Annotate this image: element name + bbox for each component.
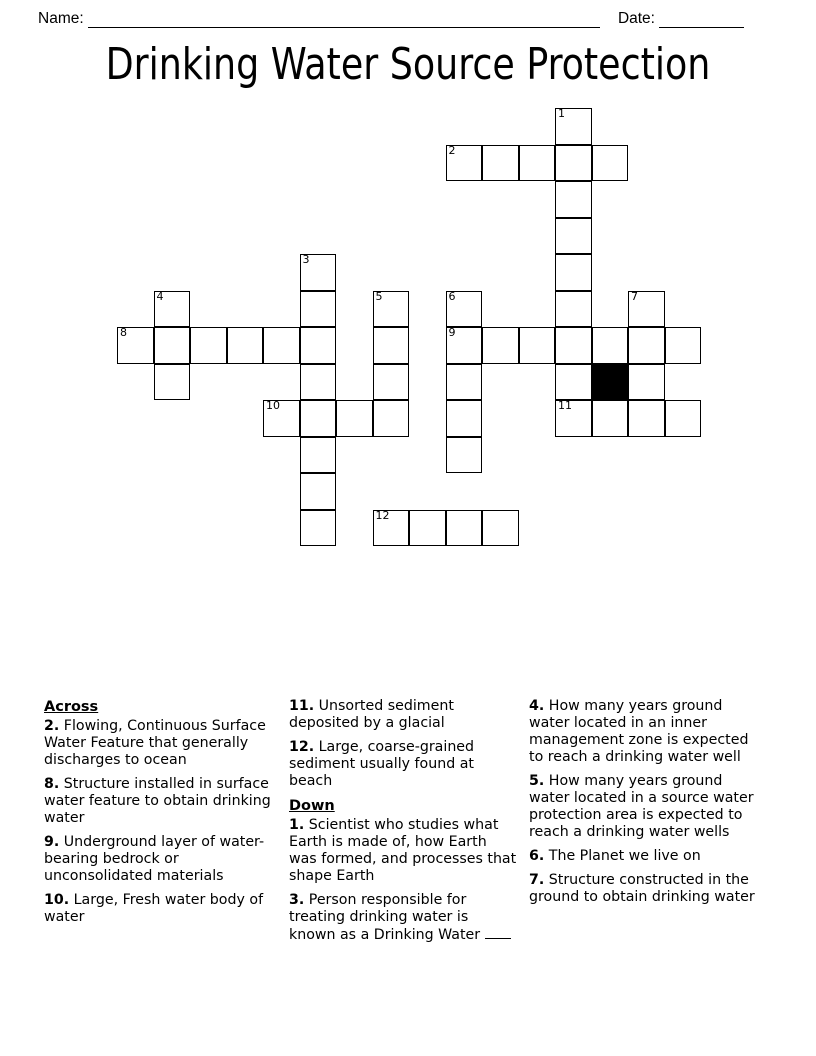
grid-cell[interactable] xyxy=(446,145,483,182)
date-label: Date: xyxy=(617,10,655,27)
clue-number: 1. xyxy=(289,817,305,833)
clue-column-3 xyxy=(529,698,772,913)
grid-cell[interactable] xyxy=(592,327,629,364)
clue-across-2 xyxy=(44,718,277,769)
grid-cell[interactable] xyxy=(628,291,665,328)
clue-number: 12. xyxy=(289,739,315,755)
clue-across-11 xyxy=(289,698,517,732)
clue-across-12 xyxy=(289,739,517,790)
down-heading: Down xyxy=(289,798,335,814)
grid-cell-number: 4 xyxy=(156,289,164,303)
grid-cell[interactable] xyxy=(555,108,592,145)
grid-cell[interactable] xyxy=(373,510,410,547)
grid-cell[interactable] xyxy=(446,364,483,401)
clue-column-1 xyxy=(44,698,289,933)
clue-text: The Planet we live on xyxy=(548,848,701,864)
grid-cell-blocked xyxy=(592,364,629,401)
grid-cell[interactable] xyxy=(482,327,519,364)
grid-cell-number: 9 xyxy=(448,326,456,339)
grid-cell[interactable] xyxy=(555,291,592,328)
clue-number: 2. xyxy=(44,718,60,734)
grid-cell[interactable] xyxy=(300,364,337,401)
grid-cell[interactable] xyxy=(300,400,337,437)
grid-cell[interactable] xyxy=(300,327,337,364)
clue-text: Flowing, Continuous Surface Water Feature that generally discharges to ocean xyxy=(44,718,266,768)
grid-cell[interactable] xyxy=(263,327,300,364)
grid-cell-number: 12 xyxy=(375,508,390,522)
grid-cell[interactable] xyxy=(300,473,337,510)
grid-cell[interactable] xyxy=(628,364,665,401)
clue-number: 6. xyxy=(529,848,545,864)
grid-cell-number: 7 xyxy=(631,289,638,303)
clue-down-3 xyxy=(289,892,517,944)
clue-text: Underground layer of water-bearing bedrock or unconsolidated materials xyxy=(44,834,265,884)
grid-cell[interactable] xyxy=(555,254,592,291)
clue-number: 7. xyxy=(529,872,545,888)
clue-number: 5. xyxy=(529,773,545,789)
grid-cell[interactable] xyxy=(263,400,300,437)
grid-cell-number: 6 xyxy=(448,289,456,303)
fill-in-blank-line xyxy=(485,926,511,939)
grid-cell[interactable] xyxy=(665,400,702,437)
grid-cell[interactable] xyxy=(373,400,410,437)
grid-cell[interactable] xyxy=(154,291,191,328)
grid-cell-number: 1 xyxy=(558,107,565,120)
grid-cell[interactable] xyxy=(409,510,446,547)
grid-cell[interactable] xyxy=(446,327,483,364)
clue-text: Large, Fresh water body of water xyxy=(44,892,264,925)
grid-cell[interactable] xyxy=(665,327,702,364)
grid-cell[interactable] xyxy=(300,510,337,547)
grid-cell[interactable] xyxy=(555,327,592,364)
grid-cell[interactable] xyxy=(227,327,264,364)
grid-cell[interactable] xyxy=(446,400,483,437)
clue-number: 9. xyxy=(44,834,60,850)
grid-cell[interactable] xyxy=(154,327,191,364)
clue-number: 11. xyxy=(289,698,315,714)
clue-down-7 xyxy=(529,872,760,906)
grid-cell-number: 10 xyxy=(266,399,280,412)
grid-cell[interactable] xyxy=(482,510,519,547)
grid-cell-number: 2 xyxy=(448,143,456,157)
name-label: Name: xyxy=(38,10,84,27)
clue-number: 3. xyxy=(289,892,305,908)
grid-cell[interactable] xyxy=(373,364,410,401)
grid-cell-number: 3 xyxy=(302,253,310,266)
clue-text: Large, coarse-grained sediment usually found at beach xyxy=(289,739,475,789)
grid-cell[interactable] xyxy=(373,327,410,364)
grid-cell[interactable] xyxy=(628,327,665,364)
grid-cell[interactable] xyxy=(592,400,629,437)
grid-cell[interactable] xyxy=(519,145,556,182)
grid-cell[interactable] xyxy=(555,218,592,255)
clue-down-5 xyxy=(529,773,760,841)
grid-cell[interactable] xyxy=(592,145,629,182)
clue-across-10 xyxy=(44,892,277,926)
clue-text: Scientist who studies what Earth is made of, how Earth was formed, and processes that shape Earth xyxy=(289,817,517,884)
clue-text: Structure installed in surface water feature to obtain drinking water xyxy=(44,776,271,826)
grid-cell[interactable] xyxy=(373,291,410,328)
grid-cell-number: 8 xyxy=(120,326,127,339)
grid-cell[interactable] xyxy=(555,145,592,182)
grid-cell[interactable] xyxy=(190,327,227,364)
grid-cell[interactable] xyxy=(300,437,337,474)
clue-across-8 xyxy=(44,776,277,827)
clue-column-2 xyxy=(289,698,529,951)
clue-text: Structure constructed in the ground to obtain drinking water xyxy=(529,872,755,905)
grid-cell[interactable] xyxy=(336,400,373,437)
grid-cell-number: 5 xyxy=(375,289,383,303)
clue-down-4 xyxy=(529,698,760,766)
clue-text: How many years ground water located in an inner management zone is expected to reach a drinking water well xyxy=(529,698,749,765)
clue-text: Unsorted sediment deposited by a glacial xyxy=(289,698,454,731)
grid-cell[interactable] xyxy=(300,254,337,291)
grid-cell[interactable] xyxy=(555,364,592,401)
page-title: Drinking Water Source Protection xyxy=(105,39,711,90)
clue-number: 10. xyxy=(44,892,70,908)
clue-down-1 xyxy=(289,817,517,885)
clue-list xyxy=(44,698,772,978)
grid-cell-number: 11 xyxy=(558,399,572,412)
grid-cell[interactable] xyxy=(446,510,483,547)
clue-across-9 xyxy=(44,834,277,885)
grid-cell[interactable] xyxy=(628,400,665,437)
clue-number: 4. xyxy=(529,698,545,714)
clue-text: Person responsible for treating drinking water is known as a Drinking Water xyxy=(289,892,481,943)
grid-cell[interactable] xyxy=(519,327,556,364)
clue-down-6 xyxy=(529,848,760,865)
across-heading: Across xyxy=(44,699,99,715)
grid-cell[interactable] xyxy=(482,145,519,182)
grid-cell[interactable] xyxy=(117,327,154,364)
grid-cell[interactable] xyxy=(555,181,592,218)
clue-number: 8. xyxy=(44,776,60,792)
clue-text: How many years ground water located in a source water protection area is expected to reach a drinking water wells xyxy=(529,773,754,840)
grid-cell[interactable] xyxy=(446,437,483,474)
grid-cell[interactable] xyxy=(446,291,483,328)
grid-cell[interactable] xyxy=(300,291,337,328)
grid-cell[interactable] xyxy=(154,364,191,401)
grid-cell[interactable] xyxy=(555,400,592,437)
